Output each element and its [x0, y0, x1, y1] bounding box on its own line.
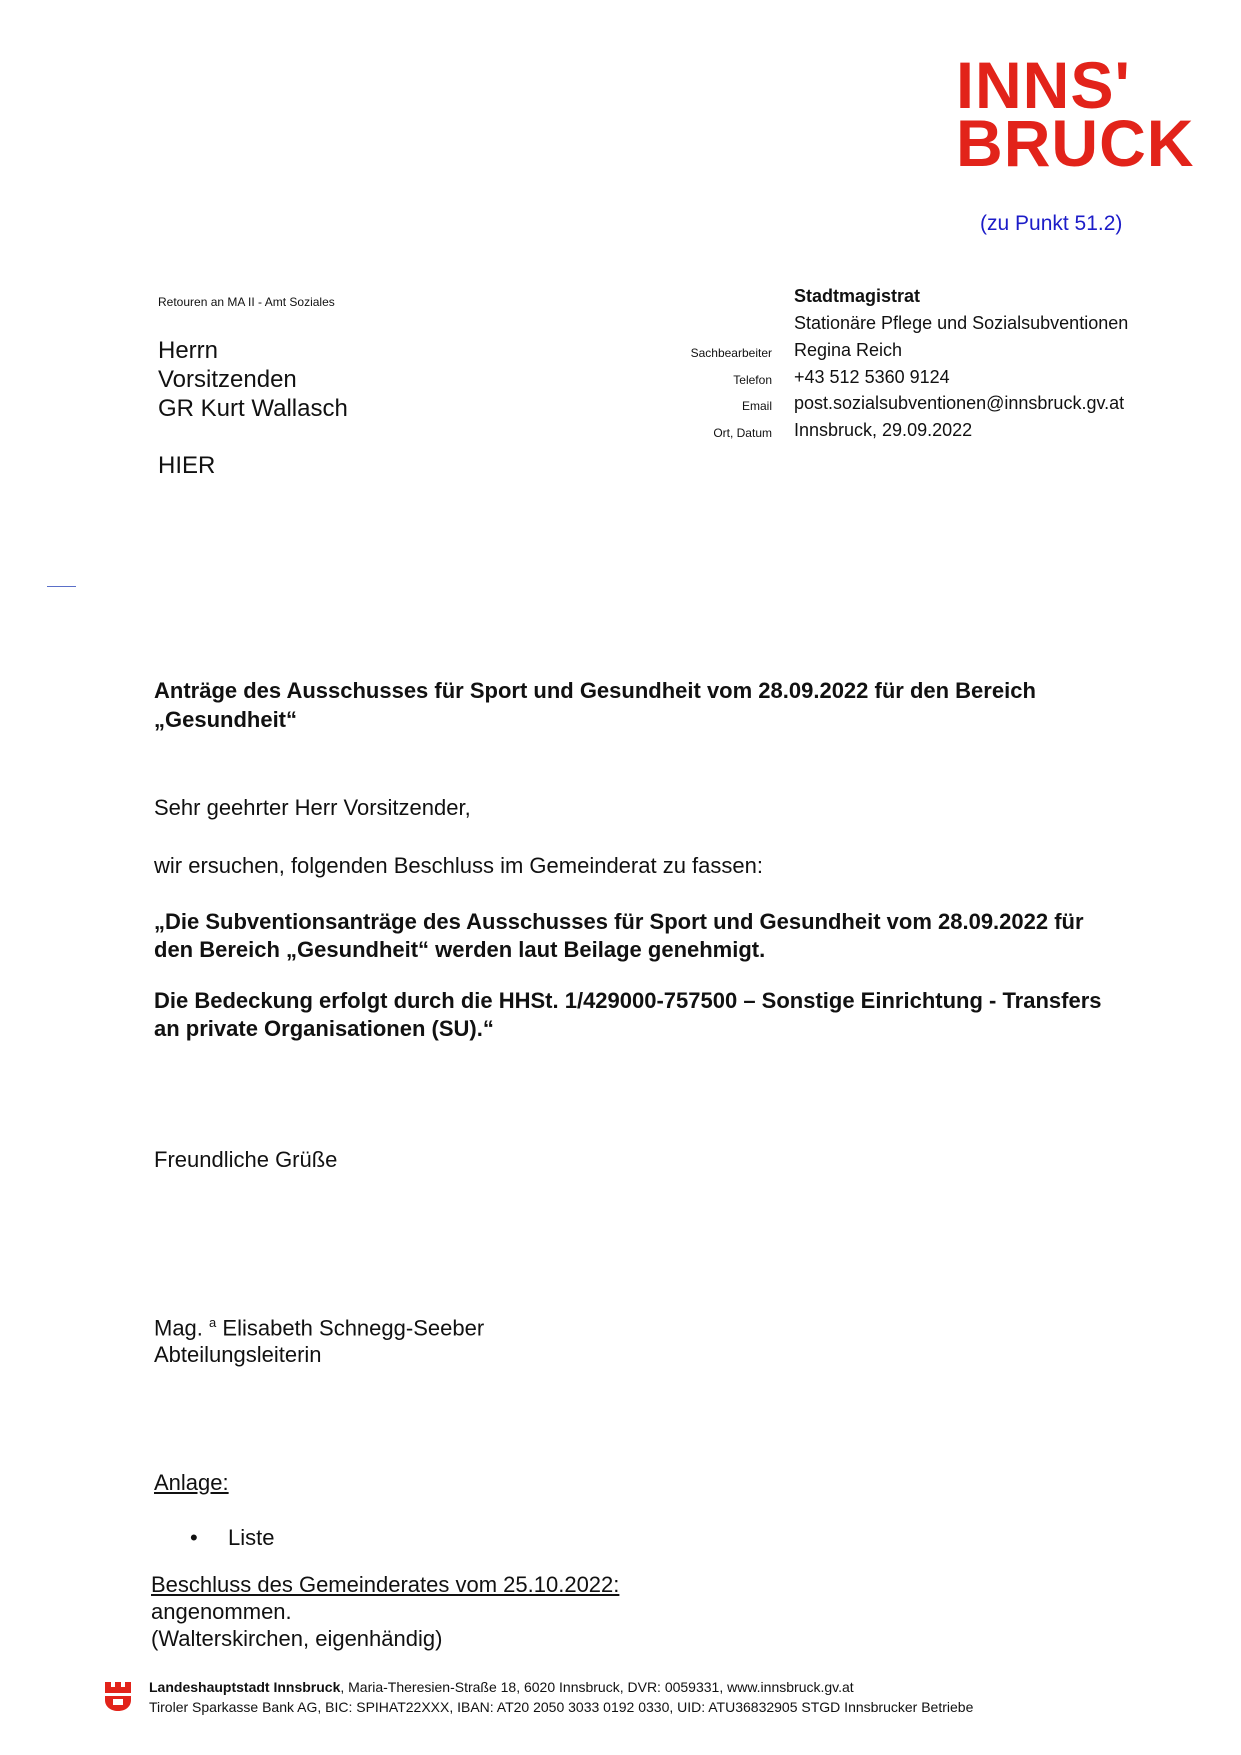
attachment-list	[190, 1525, 274, 1551]
request-text: wir ersuchen, folgenden Beschluss im Gemeinderat zu fassen:	[154, 853, 763, 878]
decision-result: angenommen.	[151, 1599, 292, 1624]
council-decision	[151, 1571, 619, 1652]
signer-block	[154, 1309, 484, 1368]
resolution-text	[154, 908, 1144, 964]
signer-role: Abteilungsleiterin	[154, 1342, 322, 1368]
signer-title-sup: a	[209, 1315, 217, 1330]
resolution-line-1: „Die Subventionsanträge des Ausschusses für Sport und Gesundheit vom 28.09.2022 für	[154, 909, 1084, 934]
innsbruck-logo	[956, 48, 1196, 180]
footer	[149, 1677, 973, 1717]
logo-line-1: INNS'	[956, 48, 1131, 122]
sender-department: Stationäre Pflege und Sozialsubventionen	[794, 313, 1129, 333]
footer-address: , Maria-Theresien-Straße 18, 6020 Innsbruck, DVR: 0059331, www.innsbruck.gv.at	[340, 1679, 854, 1695]
decision-heading: Beschluss des Gemeinderates vom 25.10.2022:	[151, 1572, 620, 1597]
signer-name: Elisabeth Schnegg-Seeber	[222, 1315, 485, 1341]
phone-value: +43 512 5360 9124	[794, 367, 950, 387]
footer-bank: Tiroler Sparkasse Bank AG, BIC: SPIHAT22XXX, IBAN: AT20 2050 3033 0192 0330, UID: ATU36832905 STGD Innsbrucker Betriebe	[149, 1699, 974, 1715]
list-item-label: Liste	[228, 1525, 275, 1550]
subject-line-1: Anträge des Ausschusses für Sport und Gesundheit vom 28.09.2022 für den Bereich	[154, 678, 1036, 703]
greeting: Sehr geehrter Herr Vorsitzender,	[154, 795, 471, 820]
city-emblem-icon	[104, 1680, 132, 1712]
footer-org: Landeshauptstadt Innsbruck	[149, 1679, 341, 1695]
recipient-name: GR Kurt Wallasch	[158, 395, 348, 422]
recipient-salutation: Herrn	[158, 337, 219, 364]
coverage-line-2: an private Organisationen (SU).“	[154, 1016, 494, 1041]
signer-title: Mag.	[154, 1315, 203, 1341]
phone-label: Telefon	[733, 373, 772, 387]
decision-signature: (Walterskirchen, eigenhändig)	[151, 1626, 443, 1651]
clerk-label: Sachbearbeiter	[690, 346, 772, 360]
recipient-location: HIER	[158, 452, 216, 479]
clerk-value: Regina Reich	[794, 340, 903, 360]
letter-subject	[154, 676, 1134, 734]
coverage-line-1: Die Bedeckung erfolgt durch die HHSt. 1/429000-757500 – Sonstige Einrichtung - Transfers	[154, 988, 1102, 1013]
email-value: post.sozialsubventionen@innsbruck.gv.at	[794, 393, 1125, 413]
sender-office: Stadtmagistrat	[794, 286, 921, 306]
fold-mark	[47, 586, 76, 587]
return-note: Retouren an MA II - Amt Soziales	[158, 295, 335, 309]
email-label: Email	[741, 399, 772, 413]
subject-line-2: „Gesundheit“	[154, 707, 298, 732]
resolution-line-2: den Bereich „Gesundheit“ werden laut Beilage genehmigt.	[154, 937, 766, 962]
place-date-value: Innsbruck, 29.09.2022	[794, 420, 973, 440]
recipient-address	[158, 336, 348, 423]
place-date-label: Ort, Datum	[713, 426, 772, 440]
bullet-icon: •	[190, 1525, 198, 1550]
coverage-text	[154, 987, 1144, 1043]
recipient-role: Vorsitzenden	[158, 366, 297, 393]
attachment-label: Anlage:	[154, 1470, 229, 1495]
agenda-point: (zu Punkt 51.2)	[980, 212, 1123, 235]
list-item	[190, 1525, 274, 1551]
closing: Freundliche Grüße	[154, 1147, 338, 1172]
logo-line-2: BRUCK	[956, 106, 1195, 180]
